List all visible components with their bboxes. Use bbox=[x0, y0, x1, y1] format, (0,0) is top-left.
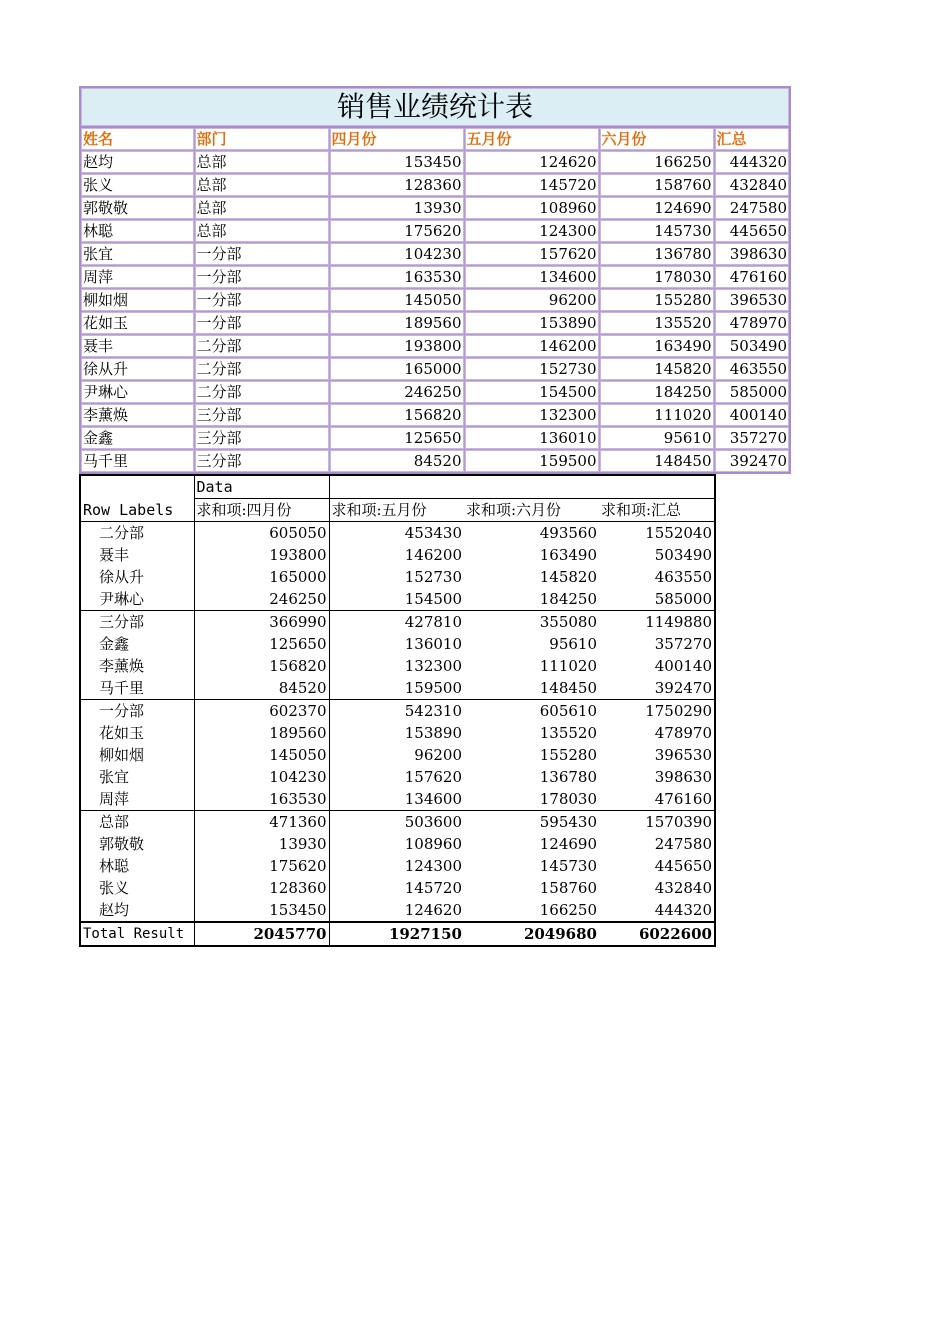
grand-total-cell[interactable]: 2049680 bbox=[464, 922, 599, 946]
pivot-item-row bbox=[80, 722, 715, 744]
item-value-cell[interactable]: 128360 bbox=[194, 877, 329, 899]
column-header[interactable]: 四月份 bbox=[329, 127, 464, 151]
item-value-cell[interactable]: 163490 bbox=[539, 546, 597, 564]
pivot-item-row bbox=[80, 766, 715, 788]
pivot-data-label[interactable]: Data bbox=[194, 475, 329, 499]
pivot-item-row bbox=[80, 833, 715, 855]
department-cell[interactable]: 二分部 bbox=[194, 358, 329, 381]
pivot-item-row bbox=[80, 677, 715, 700]
value-cell[interactable]: 152730 bbox=[464, 358, 599, 381]
item-label[interactable]: 聂丰 bbox=[80, 544, 194, 566]
value-cell[interactable]: 154500 bbox=[464, 381, 599, 404]
item-label[interactable]: 尹琳心 bbox=[80, 588, 194, 611]
item-label[interactable]: 徐从升 bbox=[80, 566, 194, 588]
pivot-item-row bbox=[80, 877, 715, 899]
item-value-cell[interactable]: 111020 bbox=[539, 657, 597, 675]
item-value-cell[interactable]: 84520 bbox=[194, 677, 329, 700]
value-cell[interactable]: 444320 bbox=[714, 151, 790, 174]
table-row bbox=[80, 197, 790, 220]
value-cell[interactable]: 108960 bbox=[464, 197, 599, 220]
item-value-cell[interactable]: 152730 bbox=[404, 568, 462, 586]
department-cell[interactable]: 一分部 bbox=[194, 289, 329, 312]
value-cell[interactable]: 432840 bbox=[714, 174, 790, 197]
group-subtotal-cell[interactable]: 453430 bbox=[329, 522, 464, 545]
item-label[interactable]: 李薰焕 bbox=[80, 655, 194, 677]
item-label[interactable]: 林聪 bbox=[80, 855, 194, 877]
value-cell[interactable]: 153890 bbox=[464, 312, 599, 335]
value-cell[interactable]: 136780 bbox=[599, 243, 714, 266]
value-cell[interactable]: 153450 bbox=[329, 151, 464, 174]
group-subtotal-cell[interactable]: 1570390 bbox=[599, 811, 715, 834]
item-value-cell[interactable]: 157620 bbox=[404, 768, 462, 786]
item-value-cell[interactable]: 155280 bbox=[539, 746, 597, 764]
department-cell[interactable]: 总部 bbox=[194, 174, 329, 197]
sales-performance-table bbox=[79, 86, 791, 474]
value-cell[interactable]: 585000 bbox=[714, 381, 790, 404]
value-cell[interactable]: 163490 bbox=[599, 335, 714, 358]
value-cell[interactable]: 193800 bbox=[329, 335, 464, 358]
item-value-cell[interactable]: 392470 bbox=[654, 679, 712, 697]
pivot-item-row bbox=[80, 899, 715, 922]
name-cell[interactable]: 林聪 bbox=[80, 220, 194, 243]
table-row bbox=[80, 266, 790, 289]
item-value-cell[interactable]: 134600 bbox=[404, 790, 462, 808]
pivot-blank-cell[interactable] bbox=[329, 475, 715, 499]
table-row bbox=[80, 404, 790, 427]
value-cell[interactable]: 145820 bbox=[599, 358, 714, 381]
group-subtotal-cell[interactable]: 605050 bbox=[194, 522, 329, 545]
department-cell[interactable]: 三分部 bbox=[194, 404, 329, 427]
value-cell[interactable]: 189560 bbox=[329, 312, 464, 335]
department-cell[interactable]: 三分部 bbox=[194, 427, 329, 450]
item-value-cell[interactable]: 178030 bbox=[539, 790, 597, 808]
value-cell[interactable]: 445650 bbox=[714, 220, 790, 243]
value-cell[interactable]: 13930 bbox=[329, 197, 464, 220]
item-value-cell[interactable]: 124620 bbox=[404, 901, 462, 919]
pivot-table bbox=[79, 474, 716, 947]
item-value-cell[interactable]: 478970 bbox=[654, 724, 712, 742]
item-value-cell[interactable]: 398630 bbox=[654, 768, 712, 786]
item-value-cell[interactable]: 400140 bbox=[654, 657, 712, 675]
item-value-cell[interactable]: 135520 bbox=[539, 724, 597, 742]
item-value-cell[interactable]: 175620 bbox=[194, 855, 329, 877]
value-cell[interactable]: 478970 bbox=[714, 312, 790, 335]
item-value-cell[interactable]: 246250 bbox=[194, 588, 329, 611]
spreadsheet bbox=[79, 86, 791, 947]
item-value-cell[interactable]: 146200 bbox=[404, 546, 462, 564]
item-value-cell[interactable]: 154500 bbox=[404, 590, 462, 608]
department-cell[interactable]: 一分部 bbox=[194, 266, 329, 289]
department-cell[interactable]: 总部 bbox=[194, 220, 329, 243]
value-cell[interactable]: 396530 bbox=[714, 289, 790, 312]
value-cell[interactable]: 95610 bbox=[599, 427, 714, 450]
value-cell[interactable]: 111020 bbox=[599, 404, 714, 427]
value-cell[interactable]: 145050 bbox=[329, 289, 464, 312]
table-row bbox=[80, 312, 790, 335]
value-cell[interactable]: 145730 bbox=[599, 220, 714, 243]
item-value-cell[interactable]: 136780 bbox=[539, 768, 597, 786]
sales-header-row bbox=[80, 127, 790, 151]
item-value-cell[interactable]: 396530 bbox=[654, 746, 712, 764]
column-header[interactable]: 六月份 bbox=[599, 127, 714, 151]
group-label[interactable]: 一分部 bbox=[80, 700, 194, 723]
sheet-title[interactable]: 销售业绩统计表 bbox=[80, 87, 790, 127]
item-value-cell[interactable]: 585000 bbox=[654, 590, 712, 608]
item-value-cell[interactable]: 432840 bbox=[654, 879, 712, 897]
column-header[interactable]: 部门 bbox=[194, 127, 329, 151]
group-subtotal-cell[interactable]: 602370 bbox=[194, 700, 329, 723]
group-subtotal-cell[interactable]: 366990 bbox=[194, 611, 329, 634]
value-cell[interactable]: 476160 bbox=[714, 266, 790, 289]
pivot-group-row[interactable] bbox=[80, 700, 715, 723]
grand-total-cell[interactable]: 6022600 bbox=[599, 922, 715, 946]
item-label[interactable]: 张宜 bbox=[80, 766, 194, 788]
name-cell[interactable]: 周萍 bbox=[80, 266, 194, 289]
column-header[interactable]: 五月份 bbox=[464, 127, 599, 151]
name-cell[interactable]: 徐从升 bbox=[80, 358, 194, 381]
item-value-cell[interactable]: 136010 bbox=[404, 635, 462, 653]
pivot-group-row[interactable] bbox=[80, 611, 715, 634]
value-cell[interactable]: 158760 bbox=[599, 174, 714, 197]
table-row bbox=[80, 450, 790, 474]
value-cell[interactable]: 132300 bbox=[464, 404, 599, 427]
value-cell[interactable]: 135520 bbox=[599, 312, 714, 335]
value-cell[interactable]: 96200 bbox=[464, 289, 599, 312]
group-subtotal-cell[interactable]: 355080 bbox=[464, 611, 599, 634]
value-cell[interactable]: 392470 bbox=[714, 450, 790, 474]
department-cell[interactable]: 二分部 bbox=[194, 335, 329, 358]
total-result-label[interactable]: Total Result bbox=[80, 922, 194, 946]
value-cell[interactable]: 128360 bbox=[329, 174, 464, 197]
item-label[interactable]: 马千里 bbox=[80, 677, 194, 700]
group-subtotal-cell[interactable]: 542310 bbox=[329, 700, 464, 723]
item-value-cell[interactable]: 124690 bbox=[539, 835, 597, 853]
group-subtotal-cell[interactable]: 471360 bbox=[194, 811, 329, 834]
value-cell[interactable]: 157620 bbox=[464, 243, 599, 266]
value-cell[interactable]: 155280 bbox=[599, 289, 714, 312]
item-value-cell[interactable]: 108960 bbox=[404, 835, 462, 853]
table-row bbox=[80, 151, 790, 174]
item-value-cell[interactable]: 124300 bbox=[404, 857, 462, 875]
pivot-column-header[interactable]: 求和项:汇总 bbox=[601, 501, 682, 519]
table-row bbox=[80, 335, 790, 358]
name-cell[interactable]: 郭敬敬 bbox=[80, 197, 194, 220]
item-value-cell[interactable]: 104230 bbox=[194, 766, 329, 788]
value-cell[interactable]: 503490 bbox=[714, 335, 790, 358]
name-cell[interactable]: 张宜 bbox=[80, 243, 194, 266]
department-cell[interactable]: 三分部 bbox=[194, 450, 329, 474]
group-subtotal-cell[interactable]: 493560 bbox=[464, 522, 599, 545]
group-subtotal-cell[interactable]: 427810 bbox=[329, 611, 464, 634]
table-row bbox=[80, 289, 790, 312]
value-cell[interactable]: 159500 bbox=[464, 450, 599, 474]
value-cell[interactable]: 84520 bbox=[329, 450, 464, 474]
department-cell[interactable]: 总部 bbox=[194, 197, 329, 220]
department-cell[interactable]: 二分部 bbox=[194, 381, 329, 404]
item-value-cell[interactable]: 163530 bbox=[194, 788, 329, 811]
pivot-group-row[interactable] bbox=[80, 522, 715, 545]
name-cell[interactable]: 柳如烟 bbox=[80, 289, 194, 312]
table-row bbox=[80, 358, 790, 381]
name-cell[interactable]: 聂丰 bbox=[80, 335, 194, 358]
item-value-cell[interactable]: 145720 bbox=[404, 879, 462, 897]
value-cell[interactable]: 163530 bbox=[329, 266, 464, 289]
group-subtotal-cell[interactable]: 503600 bbox=[329, 811, 464, 834]
sales-title-row bbox=[80, 87, 790, 127]
value-cell[interactable]: 148450 bbox=[599, 450, 714, 474]
item-value-cell[interactable]: 444320 bbox=[654, 901, 712, 919]
department-cell[interactable]: 总部 bbox=[194, 151, 329, 174]
table-row bbox=[80, 220, 790, 243]
item-value-cell[interactable]: 156820 bbox=[194, 655, 329, 677]
value-cell[interactable]: 125650 bbox=[329, 427, 464, 450]
value-cell[interactable]: 175620 bbox=[329, 220, 464, 243]
item-value-cell[interactable]: 145730 bbox=[539, 857, 597, 875]
department-cell[interactable]: 一分部 bbox=[194, 243, 329, 266]
pivot-item-row bbox=[80, 633, 715, 655]
value-cell[interactable]: 124300 bbox=[464, 220, 599, 243]
item-value-cell[interactable]: 148450 bbox=[539, 679, 597, 697]
group-subtotal-cell[interactable]: 1552040 bbox=[599, 522, 715, 545]
item-value-cell[interactable]: 13930 bbox=[194, 833, 329, 855]
item-value-cell[interactable]: 247580 bbox=[654, 835, 712, 853]
name-cell[interactable]: 李薰焕 bbox=[80, 404, 194, 427]
pivot-item-row bbox=[80, 788, 715, 811]
item-value-cell[interactable]: 145050 bbox=[194, 744, 329, 766]
group-subtotal-cell[interactable]: 1750290 bbox=[599, 700, 715, 723]
item-value-cell[interactable]: 159500 bbox=[404, 679, 462, 697]
pivot-item-row bbox=[80, 588, 715, 611]
item-value-cell[interactable]: 95610 bbox=[549, 635, 597, 653]
value-cell[interactable]: 104230 bbox=[329, 243, 464, 266]
group-subtotal-cell[interactable]: 595430 bbox=[464, 811, 599, 834]
name-cell[interactable]: 马千里 bbox=[80, 450, 194, 474]
pivot-column-header[interactable]: 求和项:六月份 bbox=[466, 501, 562, 519]
value-cell[interactable]: 136010 bbox=[464, 427, 599, 450]
table-row bbox=[80, 174, 790, 197]
pivot-item-row bbox=[80, 655, 715, 677]
pivot-item-row bbox=[80, 566, 715, 588]
item-label[interactable]: 花如玉 bbox=[80, 722, 194, 744]
item-label[interactable]: 赵均 bbox=[80, 899, 194, 922]
value-cell[interactable]: 145720 bbox=[464, 174, 599, 197]
grand-total-cell[interactable]: 2045770 bbox=[194, 922, 329, 946]
value-cell[interactable]: 184250 bbox=[599, 381, 714, 404]
item-value-cell[interactable]: 165000 bbox=[194, 566, 329, 588]
column-header[interactable]: 汇总 bbox=[714, 127, 790, 151]
item-label[interactable]: 郭敬敬 bbox=[80, 833, 194, 855]
item-value-cell[interactable]: 503490 bbox=[654, 546, 712, 564]
table-row bbox=[80, 381, 790, 404]
value-cell[interactable]: 166250 bbox=[599, 151, 714, 174]
item-label[interactable]: 张义 bbox=[80, 877, 194, 899]
value-cell[interactable]: 146200 bbox=[464, 335, 599, 358]
item-value-cell[interactable]: 125650 bbox=[194, 633, 329, 655]
item-value-cell[interactable]: 357270 bbox=[654, 635, 712, 653]
value-cell[interactable]: 178030 bbox=[599, 266, 714, 289]
item-value-cell[interactable]: 184250 bbox=[539, 590, 597, 608]
group-subtotal-cell[interactable]: 605610 bbox=[464, 700, 599, 723]
pivot-header-row bbox=[80, 499, 715, 522]
row-labels-header[interactable]: Row Labels bbox=[80, 499, 194, 522]
pivot-item-row bbox=[80, 544, 715, 566]
item-label[interactable]: 柳如烟 bbox=[80, 744, 194, 766]
grand-total-cell[interactable]: 1927150 bbox=[329, 922, 464, 946]
value-cell[interactable]: 357270 bbox=[714, 427, 790, 450]
name-cell[interactable]: 尹琳心 bbox=[80, 381, 194, 404]
name-cell[interactable]: 金鑫 bbox=[80, 427, 194, 450]
pivot-total-row bbox=[80, 922, 715, 946]
item-label[interactable]: 金鑫 bbox=[80, 633, 194, 655]
department-cell[interactable]: 一分部 bbox=[194, 312, 329, 335]
item-value-cell[interactable]: 153450 bbox=[194, 899, 329, 922]
pivot-group-row[interactable] bbox=[80, 811, 715, 834]
item-value-cell[interactable]: 193800 bbox=[194, 544, 329, 566]
value-cell[interactable]: 156820 bbox=[329, 404, 464, 427]
table-row bbox=[80, 243, 790, 266]
group-label[interactable]: 总部 bbox=[80, 811, 194, 834]
value-cell[interactable]: 247580 bbox=[714, 197, 790, 220]
item-value-cell[interactable]: 153890 bbox=[404, 724, 462, 742]
pivot-item-row bbox=[80, 744, 715, 766]
value-cell[interactable]: 124690 bbox=[599, 197, 714, 220]
value-cell[interactable]: 246250 bbox=[329, 381, 464, 404]
value-cell[interactable]: 400140 bbox=[714, 404, 790, 427]
value-cell[interactable]: 165000 bbox=[329, 358, 464, 381]
value-cell[interactable]: 134600 bbox=[464, 266, 599, 289]
table-row bbox=[80, 427, 790, 450]
item-value-cell[interactable]: 476160 bbox=[654, 790, 712, 808]
value-cell[interactable]: 124620 bbox=[464, 151, 599, 174]
item-value-cell[interactable]: 189560 bbox=[194, 722, 329, 744]
group-label[interactable]: 二分部 bbox=[80, 522, 194, 545]
item-value-cell[interactable]: 96200 bbox=[414, 746, 462, 764]
group-label[interactable]: 三分部 bbox=[80, 611, 194, 634]
pivot-column-header[interactable]: 求和项:五月份 bbox=[331, 501, 427, 519]
group-subtotal-cell[interactable]: 1149880 bbox=[599, 611, 715, 634]
pivot-column-header[interactable]: 求和项:四月份 bbox=[194, 499, 329, 522]
item-value-cell[interactable]: 145820 bbox=[539, 568, 597, 586]
value-cell[interactable]: 463550 bbox=[714, 358, 790, 381]
item-value-cell[interactable]: 445650 bbox=[654, 857, 712, 875]
name-cell[interactable]: 花如玉 bbox=[80, 312, 194, 335]
item-label[interactable]: 周萍 bbox=[80, 788, 194, 811]
pivot-data-row bbox=[80, 475, 715, 499]
name-cell[interactable]: 赵均 bbox=[80, 151, 194, 174]
item-value-cell[interactable]: 463550 bbox=[654, 568, 712, 586]
column-header[interactable]: 姓名 bbox=[80, 127, 194, 151]
pivot-corner-cell[interactable] bbox=[80, 475, 194, 499]
name-cell[interactable]: 张义 bbox=[80, 174, 194, 197]
pivot-item-row bbox=[80, 855, 715, 877]
item-value-cell[interactable]: 158760 bbox=[539, 879, 597, 897]
item-value-cell[interactable]: 166250 bbox=[539, 901, 597, 919]
value-cell[interactable]: 398630 bbox=[714, 243, 790, 266]
item-value-cell[interactable]: 132300 bbox=[404, 657, 462, 675]
